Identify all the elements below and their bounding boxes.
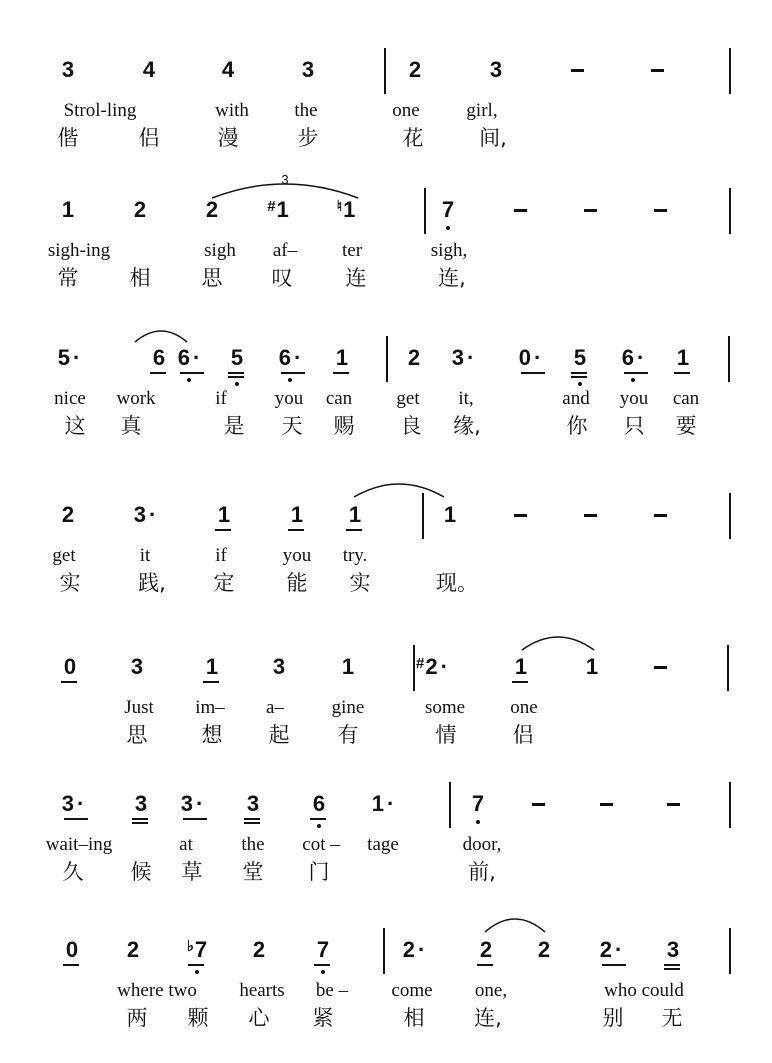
note	[134, 504, 157, 526]
barline	[449, 782, 451, 828]
barline	[729, 188, 731, 234]
lyric-chinese: 两	[126, 1006, 148, 1030]
rhythm-underline	[512, 681, 528, 683]
rhythm-underline	[203, 681, 219, 683]
lyric-english: can	[672, 388, 700, 409]
lyric-english: one	[392, 100, 420, 121]
dotted-rhythm-dot: ·	[293, 345, 302, 370]
rhythm-underline	[228, 372, 244, 374]
note-digit: 1	[348, 502, 362, 527]
lyric-chinese: 连	[345, 266, 367, 290]
note-digit: 3	[134, 791, 148, 816]
rhythm-underline	[150, 372, 166, 374]
lyric-chinese: 思	[201, 266, 223, 290]
rhythm-underline	[664, 964, 680, 966]
note-digit: 2	[252, 937, 266, 962]
note-digit: 3	[301, 57, 315, 82]
octave-dot	[631, 378, 635, 382]
lyric-chinese: 别	[602, 1006, 624, 1030]
rhythm-underline	[664, 968, 680, 970]
note-digit: 1	[290, 502, 304, 527]
note	[231, 347, 243, 369]
note	[480, 939, 492, 961]
dotted-rhythm-dot: ·	[440, 654, 448, 679]
note	[444, 504, 456, 526]
note	[538, 939, 550, 961]
accidental: #	[416, 655, 425, 672]
note	[337, 199, 356, 221]
note	[622, 347, 645, 369]
sustain-dash	[532, 803, 545, 806]
lyric-chinese: 紧	[312, 1006, 334, 1030]
note-digit: 1	[585, 654, 599, 679]
rhythm-underline	[215, 529, 231, 531]
dotted-rhythm-dot: ·	[614, 937, 623, 962]
lyric-english: im–	[195, 697, 225, 718]
lyric-chinese: 侣	[512, 723, 534, 747]
lyric-english: some	[424, 697, 466, 718]
note-digit: 2	[479, 937, 493, 962]
note-digit: 3	[666, 937, 680, 962]
note-digit: 6	[312, 791, 326, 816]
note-digit: 2	[402, 937, 415, 962]
barline	[424, 188, 426, 234]
lyric-chinese: 颗	[187, 1006, 209, 1030]
note	[222, 59, 234, 81]
note	[66, 939, 78, 961]
note	[247, 793, 259, 815]
lyric-chinese: 缘,	[453, 414, 481, 438]
note	[667, 939, 679, 961]
tie-slur	[352, 481, 446, 499]
lyric-english: and	[562, 388, 590, 409]
rhythm-underline	[132, 818, 148, 820]
sustain-dash	[667, 803, 680, 806]
tie-slur	[483, 916, 547, 934]
rhythm-underline	[63, 964, 79, 966]
octave-dot	[317, 824, 321, 828]
rhythm-underline	[228, 376, 244, 378]
lyric-chinese: 前,	[468, 860, 496, 884]
rhythm-underline	[244, 818, 260, 820]
lyric-chinese: 要	[675, 414, 697, 438]
note-digit: 1	[335, 345, 349, 370]
sustain-dash	[600, 803, 613, 806]
note-digit: 3	[180, 791, 193, 816]
rhythm-underline	[244, 822, 260, 824]
dotted-rhythm-dot: ·	[192, 345, 201, 370]
note-digit: 6	[621, 345, 634, 370]
note-digit: 1	[61, 197, 75, 222]
note-digit: 5	[573, 345, 587, 370]
note	[490, 59, 502, 81]
tie-slur	[133, 328, 189, 344]
rhythm-underline	[281, 372, 305, 374]
note	[267, 199, 289, 221]
note-digit: 7	[194, 937, 208, 962]
note-digit: 2	[126, 937, 140, 962]
barline	[729, 493, 731, 539]
dotted-rhythm-dot: ·	[195, 791, 204, 816]
lyric-english: the	[294, 100, 318, 121]
lyric-english: nice	[54, 388, 86, 409]
dotted-rhythm-dot: ·	[386, 791, 395, 816]
lyric-english: girl,	[466, 100, 498, 121]
lyric-chinese: 定	[213, 571, 235, 595]
lyric-english: come	[391, 980, 433, 1001]
lyric-chinese: 起	[268, 723, 290, 747]
note	[62, 199, 74, 221]
lyric-chinese: 常	[57, 266, 79, 290]
lyric-chinese: 天	[281, 414, 303, 438]
rhythm-underline	[64, 818, 88, 820]
note-digit: 1	[205, 654, 219, 679]
note-digit: 3	[451, 345, 464, 370]
lyric-english: a–	[266, 697, 284, 718]
lyric-chinese: 思	[126, 723, 148, 747]
lyric-chinese: 门	[308, 860, 330, 884]
lyric-chinese: 无	[661, 1006, 683, 1030]
dotted-rhythm-dot: ·	[72, 345, 81, 370]
note-digit: 1	[443, 502, 457, 527]
lyric-english: one	[510, 697, 538, 718]
rhythm-underline	[346, 529, 362, 531]
barline	[728, 336, 730, 382]
lyric-english: cot –	[302, 834, 340, 855]
note-digit: 1	[341, 654, 355, 679]
note-digit: 7	[471, 791, 485, 816]
lyric-chinese: 只	[623, 414, 645, 438]
note-digit: 3	[61, 791, 74, 816]
accidental: ♮	[336, 198, 343, 215]
lyric-chinese: 连,	[438, 266, 466, 290]
note	[586, 656, 598, 678]
lyric-english: can	[325, 388, 353, 409]
octave-dot	[476, 820, 480, 824]
rhythm-underline	[188, 964, 204, 966]
note	[291, 504, 303, 526]
barline	[383, 928, 385, 974]
lyric-chinese: 这	[64, 414, 86, 438]
lyric-chinese: 有	[337, 723, 359, 747]
lyric-chinese: 花	[402, 126, 424, 150]
note	[58, 347, 81, 369]
lyric-english: one,	[474, 980, 508, 1001]
lyric-chinese: 情	[435, 723, 457, 747]
note-digit: 0	[65, 937, 79, 962]
lyric-chinese: 是	[223, 414, 245, 438]
note-digit: 2	[599, 937, 612, 962]
note-digit: 3	[133, 502, 146, 527]
note	[416, 656, 448, 678]
lyric-chinese: 相	[403, 1006, 425, 1030]
lyric-chinese: 践,	[138, 571, 166, 595]
dotted-rhythm-dot: ·	[148, 502, 157, 527]
barline	[729, 48, 731, 94]
sustain-dash	[654, 514, 667, 517]
lyric-chinese: 偕	[57, 126, 79, 150]
note-digit: 2	[408, 57, 422, 82]
barline	[729, 782, 731, 828]
rhythm-underline	[571, 376, 587, 378]
lyric-chinese: 侣	[138, 126, 160, 150]
barline	[386, 336, 388, 382]
octave-dot	[187, 378, 191, 382]
note-digit: 7	[316, 937, 330, 962]
lyric-chinese: 心	[248, 1006, 270, 1030]
note	[372, 793, 395, 815]
note-digit: 1	[217, 502, 231, 527]
note-digit: 6	[177, 345, 190, 370]
sustain-dash	[514, 514, 527, 517]
lyric-english: it	[139, 545, 151, 566]
lyric-english: it,	[458, 388, 474, 409]
barline	[729, 928, 731, 974]
note	[317, 939, 329, 961]
note	[349, 504, 361, 526]
note	[336, 347, 348, 369]
rhythm-underline	[132, 822, 148, 824]
note-digit: 4	[142, 57, 156, 82]
lyric-chinese: 赐	[333, 414, 355, 438]
lyric-english: sigh-ing	[47, 240, 111, 261]
octave-dot	[288, 378, 292, 382]
note	[409, 59, 421, 81]
note	[574, 347, 586, 369]
lyric-chinese: 堂	[242, 860, 264, 884]
dotted-rhythm-dot: ·	[533, 345, 542, 370]
lyric-english: sigh	[204, 240, 236, 261]
note	[519, 347, 542, 369]
note-digit: 3	[130, 654, 144, 679]
dotted-rhythm-dot: ·	[417, 937, 426, 962]
note	[442, 199, 454, 221]
note	[677, 347, 689, 369]
sustain-dash	[584, 514, 597, 517]
lyric-chinese: 间,	[479, 126, 507, 150]
note-digit: 3	[489, 57, 503, 82]
lyric-english: get	[52, 545, 76, 566]
note	[403, 939, 426, 961]
note-digit: 7	[441, 197, 455, 222]
rhythm-underline	[624, 372, 648, 374]
lyric-chinese: 步	[297, 126, 319, 150]
lyric-chinese: 漫	[217, 126, 239, 150]
note-digit: 3	[272, 654, 286, 679]
octave-dot	[321, 970, 325, 974]
lyric-chinese: 你	[566, 414, 588, 438]
note-digit: 3	[246, 791, 260, 816]
lyric-english: door,	[462, 834, 502, 855]
lyric-english: you	[619, 388, 649, 409]
note-digit: 2	[61, 502, 75, 527]
note	[127, 939, 139, 961]
lyric-english: be –	[315, 980, 349, 1001]
rhythm-underline	[180, 372, 204, 374]
lyric-english: work	[116, 388, 156, 409]
note-digit: 2	[425, 654, 438, 679]
lyric-english: who could	[604, 980, 684, 1001]
lyric-chinese: 良	[400, 414, 422, 438]
note-digit: 2	[133, 197, 147, 222]
note	[279, 347, 302, 369]
lyric-chinese: 草	[181, 860, 203, 884]
dotted-rhythm-dot: ·	[76, 791, 85, 816]
lyric-english: the	[241, 834, 265, 855]
note	[342, 656, 354, 678]
lyric-chinese: 能	[286, 571, 308, 595]
octave-dot	[195, 970, 199, 974]
note	[600, 939, 623, 961]
note	[515, 656, 527, 678]
lyric-english: get	[396, 388, 420, 409]
lyric-chinese: 现。	[436, 571, 478, 595]
lyric-english: if	[215, 388, 227, 409]
note	[206, 656, 218, 678]
lyric-chinese: 实	[59, 571, 81, 595]
lyric-english: Strol-ling	[63, 100, 137, 121]
barline	[384, 48, 386, 94]
note	[178, 347, 201, 369]
note	[472, 793, 484, 815]
octave-dot	[446, 226, 450, 230]
rhythm-underline	[477, 964, 493, 966]
sustain-dash	[514, 209, 527, 212]
note-digit: 3	[61, 57, 75, 82]
barline	[727, 645, 729, 691]
note	[181, 793, 204, 815]
lyric-chinese: 想	[201, 723, 223, 747]
lyric-english: try.	[342, 545, 368, 566]
lyric-chinese: 连,	[474, 1006, 502, 1030]
note-digit: 1	[514, 654, 528, 679]
note	[187, 939, 207, 961]
sustain-dash	[654, 209, 667, 212]
note-digit: 6	[278, 345, 291, 370]
lyric-chinese: 久	[62, 860, 84, 884]
barline	[422, 493, 424, 539]
note	[134, 199, 146, 221]
note-digit: 2	[407, 345, 421, 370]
accidental: ♭	[186, 938, 194, 955]
note	[62, 504, 74, 526]
note	[273, 656, 285, 678]
accidental: #	[267, 198, 276, 215]
dotted-rhythm-dot: ·	[636, 345, 645, 370]
rhythm-underline	[314, 964, 330, 966]
sustain-dash	[571, 69, 584, 72]
note	[452, 347, 475, 369]
lyric-chinese: 相	[129, 266, 151, 290]
triplet-label: 3	[281, 172, 289, 187]
note	[408, 347, 420, 369]
octave-dot	[578, 382, 582, 386]
lyric-english: wait–ing	[45, 834, 113, 855]
rhythm-underline	[333, 372, 349, 374]
rhythm-underline	[310, 818, 326, 820]
note-digit: 4	[221, 57, 235, 82]
note-digit: 1	[371, 791, 384, 816]
sustain-dash	[584, 209, 597, 212]
note	[143, 59, 155, 81]
octave-dot	[235, 382, 239, 386]
note	[206, 199, 218, 221]
sustain-dash	[651, 69, 664, 72]
rhythm-underline	[602, 964, 626, 966]
rhythm-underline	[571, 372, 587, 374]
note-digit: 5	[230, 345, 244, 370]
lyric-english: at	[179, 834, 193, 855]
lyric-english: ter	[341, 240, 363, 261]
note	[64, 656, 76, 678]
lyric-english: hearts	[239, 980, 285, 1001]
lyric-english: tage	[367, 834, 399, 855]
note-digit: 2	[537, 937, 551, 962]
note-digit: 1	[676, 345, 690, 370]
lyric-chinese: 叹	[271, 266, 293, 290]
sustain-dash	[654, 666, 667, 669]
lyric-chinese: 真	[120, 414, 142, 438]
lyric-english: af–	[272, 240, 298, 261]
note-digit: 1	[276, 197, 289, 222]
lyric-english: you	[282, 545, 312, 566]
note	[62, 793, 85, 815]
lyric-english: if	[215, 545, 227, 566]
rhythm-underline	[183, 818, 207, 820]
note	[131, 656, 143, 678]
note	[253, 939, 265, 961]
note	[302, 59, 314, 81]
note	[313, 793, 325, 815]
barline	[413, 645, 415, 691]
note-digit: 0	[518, 345, 531, 370]
lyric-chinese: 候	[130, 860, 152, 884]
rhythm-underline	[61, 681, 77, 683]
note-digit: 0	[63, 654, 77, 679]
rhythm-underline	[521, 372, 545, 374]
rhythm-underline	[288, 529, 304, 531]
note	[135, 793, 147, 815]
lyric-english: you	[274, 388, 304, 409]
rhythm-underline	[674, 372, 690, 374]
note-digit: 5	[57, 345, 70, 370]
note-digit: 6	[152, 345, 166, 370]
note	[62, 59, 74, 81]
note-digit: 2	[205, 197, 219, 222]
lyric-english: gine	[331, 697, 365, 718]
lyric-english: with	[215, 100, 249, 121]
lyric-english: Just	[124, 697, 154, 718]
note-digit: 1	[343, 197, 356, 222]
dotted-rhythm-dot: ·	[466, 345, 475, 370]
lyric-chinese: 实	[349, 571, 371, 595]
tie-slur	[520, 634, 596, 652]
note	[153, 347, 165, 369]
lyric-english: sigh,	[430, 240, 468, 261]
note	[218, 504, 230, 526]
lyric-english: where two	[117, 980, 197, 1001]
